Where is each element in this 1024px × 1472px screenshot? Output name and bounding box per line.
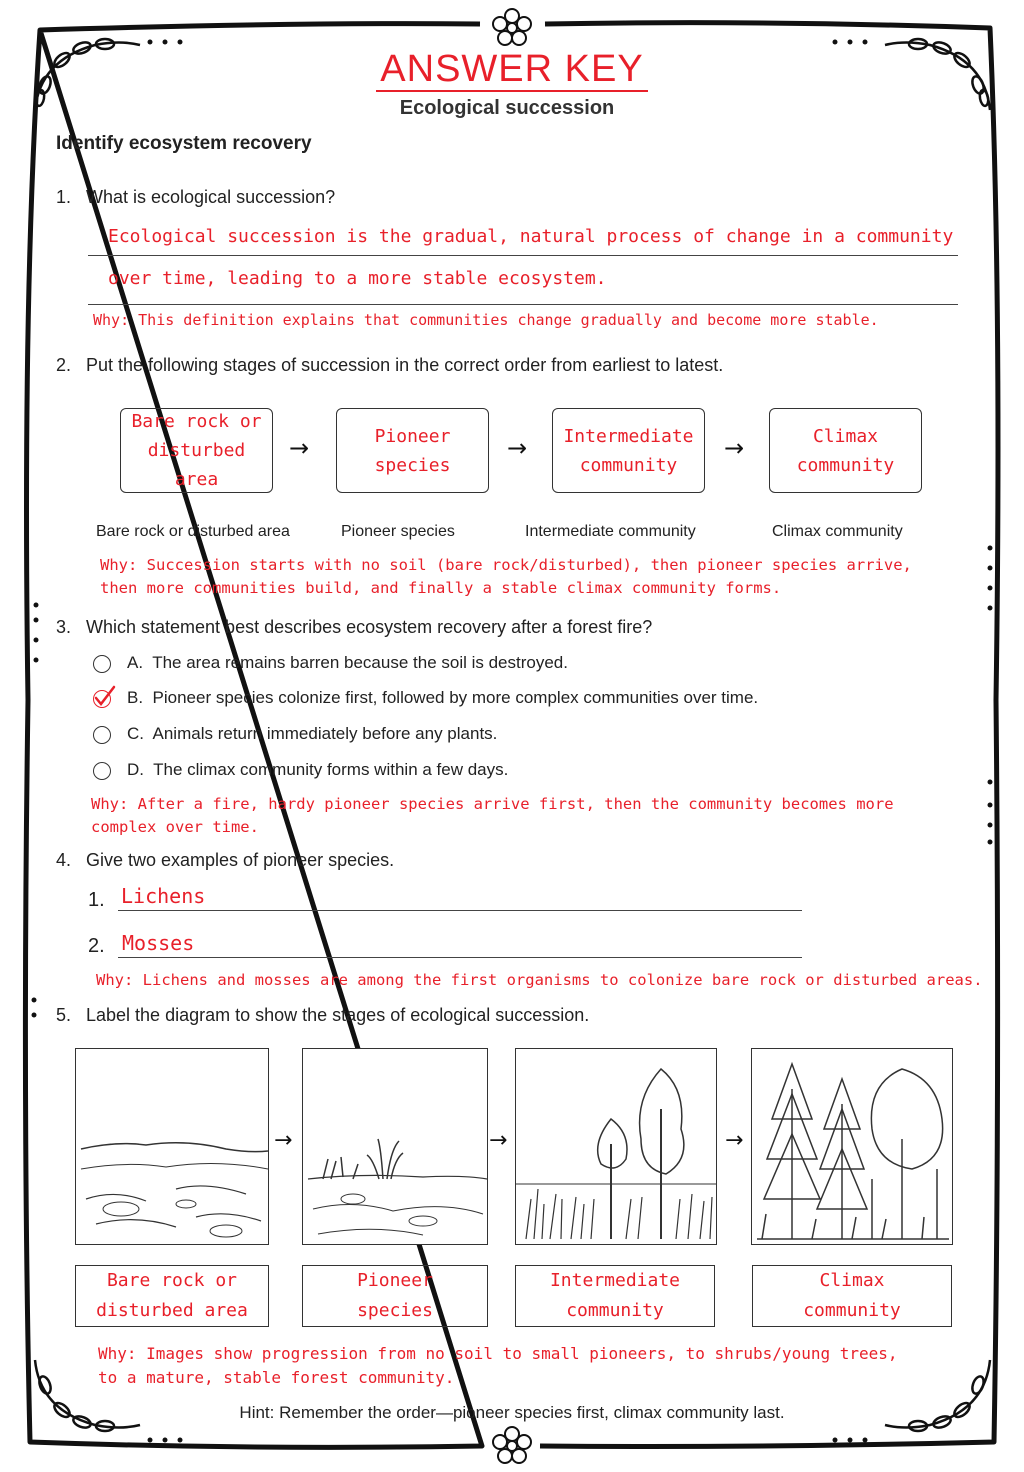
question-text: Which statement best describes ecosystem recovery after a forest fire? bbox=[86, 617, 653, 637]
radio-option-c[interactable] bbox=[93, 726, 111, 744]
hint-text: Hint: Remember the order—pioneer species first, climax community last. bbox=[239, 1403, 785, 1422]
question-text: Give two examples of pioneer species. bbox=[86, 850, 395, 870]
diagram-pioneer-image bbox=[302, 1048, 488, 1245]
page-title: ANSWER KEY bbox=[0, 48, 1024, 91]
q5-why-line1: Why: Images show progression from no soil to small pioneers, to shrubs/young trees, bbox=[98, 1344, 898, 1363]
q1-answer-line1: Ecological succession is the gradual, natural process of change in a community bbox=[108, 226, 954, 247]
q3-why-line2: complex over time. bbox=[91, 818, 259, 836]
stage-box-bare-rock: Bare rock or disturbed area bbox=[120, 408, 273, 493]
question-3 bbox=[56, 617, 652, 638]
q4-item-number: 1. bbox=[88, 889, 105, 911]
diagram-bare-rock-image bbox=[75, 1048, 269, 1245]
q1-answer-line2: over time, leading to a more stable ecosystem. bbox=[108, 268, 607, 289]
question-number: 5. bbox=[56, 1005, 72, 1025]
question-number: 3. bbox=[56, 617, 72, 637]
answer-line bbox=[118, 910, 802, 911]
question-text: Label the diagram to show the stages of ecological succession. bbox=[86, 1005, 590, 1025]
answer-line bbox=[88, 255, 958, 256]
option-b: B. Pioneer species colonize first, followed by more complex communities over time. bbox=[127, 688, 759, 707]
q4-answer-2: Mosses bbox=[122, 931, 195, 955]
diagram-intermediate-image bbox=[515, 1048, 717, 1245]
question-1 bbox=[56, 187, 335, 208]
checkmark-icon bbox=[90, 684, 118, 710]
stage-box-intermediate: Intermediate community bbox=[552, 408, 705, 493]
option-a: A. The area remains barren because the soil is destroyed. bbox=[127, 653, 568, 672]
word-bank-item: Intermediate community bbox=[525, 523, 696, 540]
question-text: What is ecological succession? bbox=[86, 187, 336, 207]
stage-box-climax: Climax community bbox=[769, 408, 922, 493]
diagram-label-bare-rock: Bare rock or disturbed area bbox=[75, 1265, 269, 1327]
q4-item-number: 2. bbox=[88, 935, 105, 957]
arrow-icon: → bbox=[724, 434, 745, 462]
answer-line bbox=[88, 304, 958, 305]
stage-box-pioneer: Pioneer species bbox=[336, 408, 489, 493]
diagram-label-pioneer: Pioneer species bbox=[302, 1265, 488, 1327]
question-number: 1. bbox=[56, 187, 72, 207]
arrow-icon: → bbox=[507, 434, 528, 462]
option-c: C. Animals return immediately before any plants. bbox=[127, 724, 498, 743]
q3-why-line1: Why: After a fire, hardy pioneer species arrive first, then the community becomes more bbox=[91, 795, 894, 813]
arrow-icon: → bbox=[725, 1128, 744, 1153]
diagram-label-intermediate: Intermediate community bbox=[515, 1265, 715, 1327]
question-text: Put the following stages of succession in the correct order from earliest to latest. bbox=[86, 355, 724, 375]
radio-option-d[interactable] bbox=[93, 762, 111, 780]
arrow-icon: → bbox=[489, 1128, 508, 1153]
q5-why-line2: to a mature, stable forest community. bbox=[98, 1368, 455, 1387]
question-4 bbox=[56, 850, 394, 871]
word-bank-item: Pioneer species bbox=[341, 523, 455, 540]
section-heading: Identify ecosystem recovery bbox=[56, 133, 312, 154]
arrow-icon: → bbox=[289, 434, 310, 462]
radio-option-a[interactable] bbox=[93, 655, 111, 673]
page-subtitle: Ecological succession bbox=[399, 97, 615, 119]
q4-why: Why: Lichens and mosses are among the first organisms to colonize bare rock or disturbed areas. bbox=[96, 971, 983, 989]
flower-top-icon bbox=[493, 9, 531, 45]
q2-why-line1: Why: Succession starts with no soil (bare rock/disturbed), then pioneer species arrive, bbox=[100, 556, 912, 574]
flower-bottom-icon bbox=[493, 1427, 531, 1463]
question-number: 2. bbox=[56, 355, 72, 375]
question-2 bbox=[56, 355, 723, 376]
question-number: 4. bbox=[56, 850, 72, 870]
diagram-label-climax: Climax community bbox=[752, 1265, 952, 1327]
word-bank-item: Climax community bbox=[772, 523, 903, 540]
q1-why: Why: This definition explains that communities change gradually and become more stable. bbox=[93, 311, 879, 329]
question-5 bbox=[56, 1005, 589, 1026]
q4-answer-1: Lichens bbox=[121, 884, 206, 908]
arrow-icon: → bbox=[274, 1128, 293, 1153]
q2-why-line2: then more communities build, and finally a stable climax community forms. bbox=[100, 579, 782, 597]
answer-line bbox=[118, 957, 802, 958]
option-d: D. The climax community forms within a few days. bbox=[127, 760, 509, 779]
word-bank-item: Bare rock or disturbed area bbox=[96, 523, 290, 540]
diagram-climax-image bbox=[751, 1048, 953, 1245]
